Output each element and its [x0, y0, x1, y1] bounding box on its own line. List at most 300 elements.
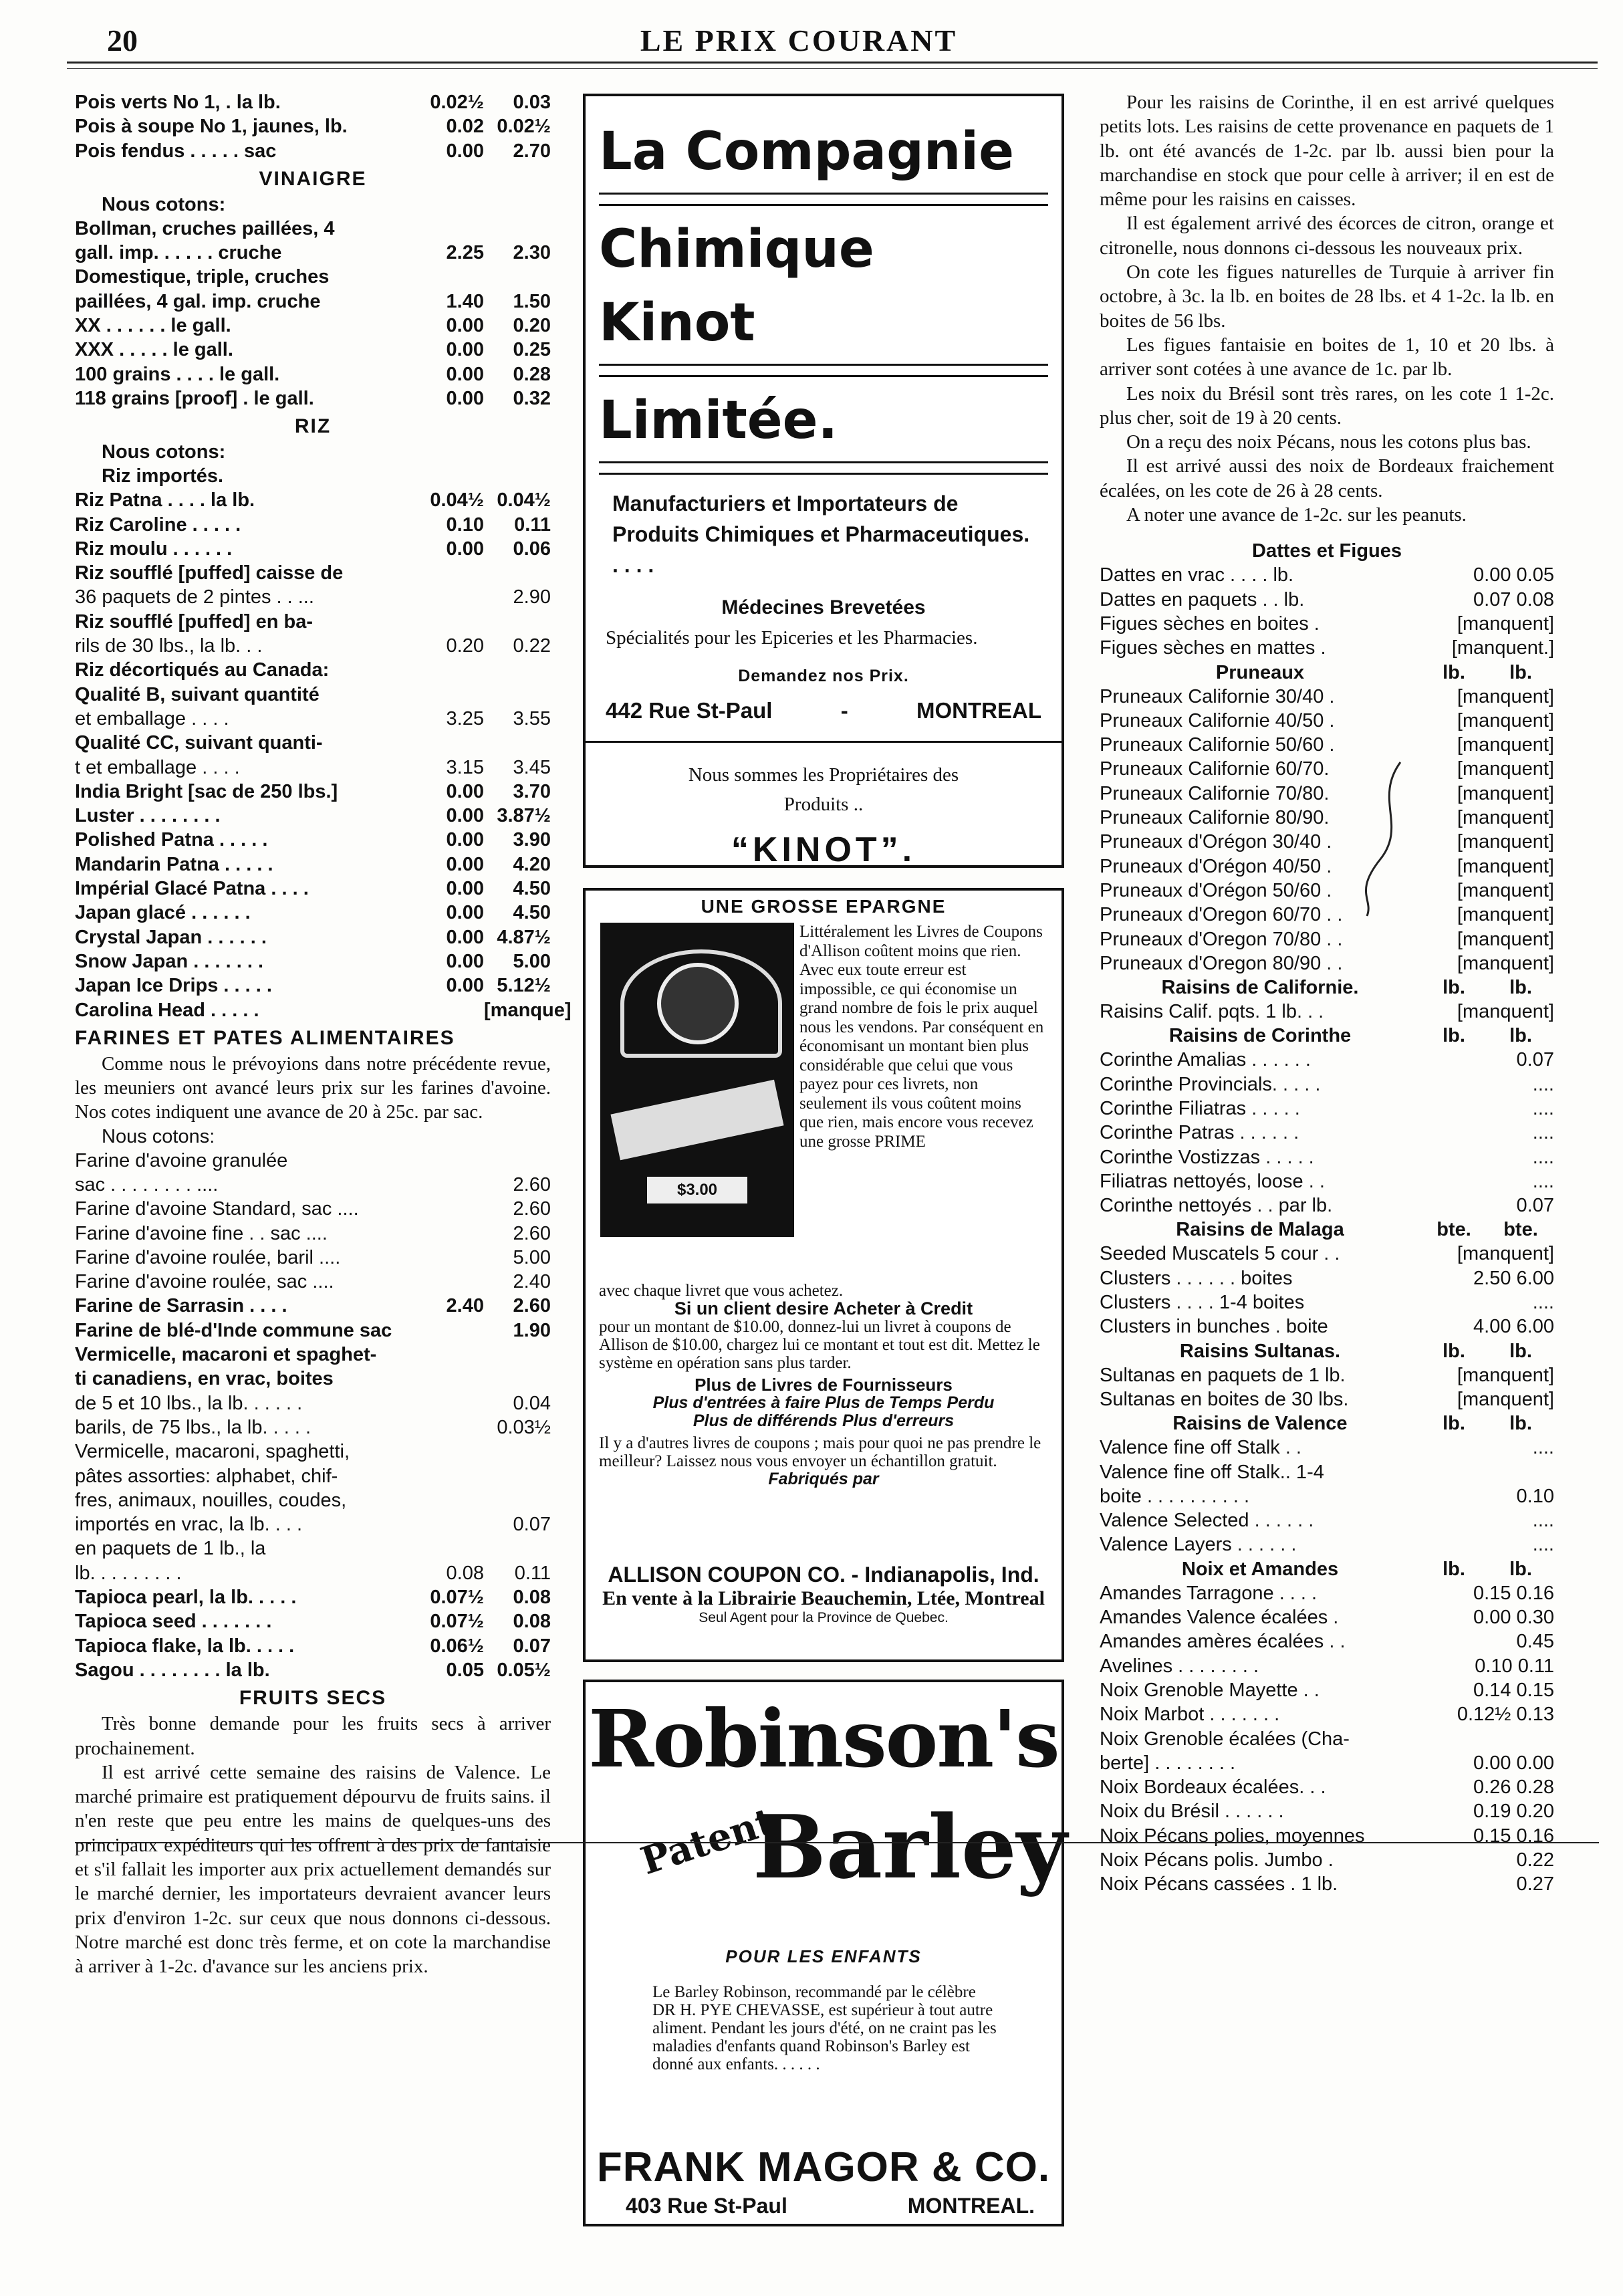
valence-list [1100, 1436, 1554, 1557]
price-row-label: ti canadiens, en vrac, boites [75, 1368, 334, 1390]
price-row-label: Snow Japan . . . . . . . [75, 950, 263, 972]
price-row-label: Dattes en paquets . . lb. [1100, 588, 1305, 610]
pruneaux-unit-1: lb. [1443, 661, 1465, 683]
price-row [75, 290, 551, 314]
price-high: 0.05½ [497, 1659, 551, 1681]
price-row-label: Tapioca flake, la lb. . . . . [75, 1635, 295, 1657]
price-row-label: et emballage . . . . [75, 707, 229, 729]
price-row [1100, 1000, 1554, 1024]
price-low: 0.04½ [430, 489, 484, 511]
price-value: 2.50 6.00 [1473, 1267, 1554, 1289]
kinot-double-rule-3 [599, 461, 1048, 475]
robinson-patent: Patent [635, 1799, 780, 1884]
price-row [1100, 612, 1554, 636]
pois-list [75, 90, 551, 163]
price-row-label: Japan glacé . . . . . . [75, 902, 251, 924]
allison-footer [586, 1563, 1062, 1626]
price-low: 0.00 [446, 339, 484, 361]
price-high: 5.00 [513, 950, 551, 972]
price-high: 2.60 [513, 1173, 551, 1195]
price-row-label: Riz soufflé [puffed] caisse de [75, 562, 344, 584]
kinot-tagline: Manufacturiers et Importateurs de Produits Chimiques et Pharmaceutiques. . . . . [612, 491, 1030, 577]
allison-credit: Si un client desire Acheter à Credit [674, 1298, 973, 1318]
price-row-label: en paquets de 1 lb., la [75, 1538, 266, 1560]
allison-body [599, 1282, 1048, 1488]
price-row-label: Pruneaux d'Oregon 70/80 . . [1100, 928, 1343, 950]
allison-agent: Seul Agent pour la Province de Quebec. [699, 1610, 949, 1625]
price-row [75, 1246, 551, 1270]
price-row [75, 1149, 551, 1173]
price-row [75, 338, 551, 362]
price-value: [manquent] [1457, 904, 1554, 926]
price-row [1100, 1387, 1554, 1411]
price-high: 0.06 [513, 538, 551, 560]
corinthe-unit-1: lb. [1443, 1025, 1465, 1047]
price-high: 3.45 [513, 756, 551, 778]
price-low: 0.00 [446, 950, 484, 972]
price-row [75, 217, 551, 241]
price-low: 0.00 [446, 975, 484, 997]
price-row [1100, 1872, 1554, 1896]
price-row-label: Sultanas en paquets de 1 lb. [1100, 1364, 1346, 1386]
price-high: 5.00 [513, 1246, 551, 1268]
price-row [75, 877, 551, 901]
robinson-address: 403 Rue St-Paul [626, 2194, 787, 2218]
riz-imported-note: Riz importés. [102, 465, 224, 487]
price-row-label: Tapioca pearl, la lb. . . . . [75, 1587, 297, 1609]
price-row [75, 1634, 551, 1658]
fruits-paragraph-2: Il est arrivé cette semaine des raisins de Valence. Le marché primaire est pratiquement dépourvu de fruits sains. il n'en reste que peu entre les mains de quelques-uns des principaux expéditeurs qui les offrent à des prix de fantaisie et s'il fallait les importer aux prix actuellement demandés sur le marché dernier, les importateurs devraient avancer leurs prix d'environ 1-2c. sur ceux que nous donnons ci-dessous. Notre marché est donc très ferme, et on cote la marchandise à arriver à 1-2c. d'avance sur les anciens prix. [75, 1761, 551, 1978]
californie-unit-1: lb. [1443, 977, 1465, 999]
price-high: 0.07 [513, 1635, 551, 1657]
farines-list [75, 1149, 551, 1683]
price-row [1100, 806, 1554, 830]
price-row [75, 1488, 551, 1512]
price-row [75, 901, 551, 925]
col3-para-5: Les noix du Brésil sont très rares, on les cote 1 1-2c. plus cher, soit de 19 à 20 cents. [1100, 382, 1554, 429]
allison-plus1: Plus de Livres de Fournisseurs [695, 1375, 953, 1395]
price-row-label: XXX . . . . . le gall. [75, 339, 233, 361]
kinot-brand: “KINOT”. [731, 830, 916, 869]
dattes-list [1100, 563, 1554, 660]
price-row-label: XX . . . . . . le gall. [75, 315, 231, 337]
pruneaux-heading-label: Pruneaux [1215, 661, 1305, 683]
price-low: 0.00 [446, 805, 484, 827]
price-row-label: Noix Pécans polis. Jumbo . [1100, 1849, 1334, 1871]
californie-unit-2: lb. [1509, 977, 1532, 999]
price-value: 0.15 0.16 [1473, 1825, 1554, 1847]
price-row-label: Figues sèches en mattes . [1100, 637, 1326, 659]
sultanas-heading-label: Raisins Sultanas. [1179, 1340, 1341, 1362]
price-row-label: Valence fine off Stalk.. 1-4 [1100, 1461, 1324, 1483]
price-row-label: Pruneaux d'Oregon 60/70 . . [1100, 904, 1343, 926]
price-value: [manquent] [1457, 1388, 1554, 1410]
price-row [75, 1658, 551, 1682]
price-row [1100, 854, 1554, 879]
price-value: [manquent] [1457, 685, 1554, 707]
price-row [1100, 1121, 1554, 1145]
allison-line1: avec chaque livret que vous achetez. [599, 1282, 844, 1300]
price-row-label: Corinthe Provincials. . . . . [1100, 1073, 1321, 1095]
allison-plus3: Plus de différends Plus d'erreurs [693, 1411, 955, 1430]
price-high: 0.32 [513, 387, 551, 409]
price-row [75, 1173, 551, 1197]
noix-heading-label: Noix et Amandes [1181, 1558, 1339, 1580]
price-value: [manquent] [1457, 709, 1554, 731]
price-row-label: India Bright [sac de 250 lbs.] [75, 780, 338, 802]
price-value: 0.26 0.28 [1473, 1776, 1554, 1799]
allison-company: ALLISON COUPON CO. - Indianapolis, Ind. [608, 1563, 1039, 1587]
price-high: 0.04 [513, 1392, 551, 1414]
price-row [75, 139, 551, 163]
strike-through-line [75, 1842, 1599, 1843]
price-row [1100, 563, 1554, 587]
price-value: 0.22 [1516, 1849, 1554, 1871]
price-row [1100, 1290, 1554, 1314]
price-row-label: Dattes en vrac . . . . lb. [1100, 564, 1294, 586]
price-low: 0.08 [446, 1562, 484, 1584]
price-row-label: Pruneaux Californie 40/50 . [1100, 709, 1335, 731]
price-row-label: Carolina Head . . . . . [75, 999, 259, 1021]
price-low: 0.02 [446, 116, 484, 138]
price-row-label: Pois verts No 1, . la lb. [75, 92, 281, 113]
price-value: 0.10 0.11 [1475, 1655, 1554, 1677]
price-row [75, 362, 551, 386]
price-row-label: Pruneaux d'Orégon 50/60 . [1100, 879, 1332, 901]
price-row [75, 1464, 551, 1488]
price-row-label: Noix Grenoble Mayette . . [1100, 1679, 1320, 1701]
publication-title: LE PRIX COURANT [640, 23, 958, 58]
valence-unit-2: lb. [1509, 1413, 1532, 1435]
price-row [75, 386, 551, 411]
price-row-label: Pruneaux Californie 70/80. [1100, 782, 1330, 804]
page-number: 20 [107, 23, 138, 58]
price-row [1100, 1824, 1554, 1848]
price-high: 1.90 [513, 1319, 551, 1341]
price-row-label: Pruneaux d'Oregon 80/90 . . [1100, 952, 1343, 974]
price-row [1100, 1508, 1554, 1532]
price-high: 0.04½ [497, 489, 551, 511]
price-row-label: Noix Grenoble écalées (Cha- [1100, 1728, 1350, 1750]
robinson-enfants: POUR LES ENFANTS [725, 1946, 922, 1966]
price-row-label: 36 paquets de 2 pintes . . ... [75, 586, 314, 608]
price-row-label: Crystal Japan . . . . . . [75, 926, 267, 948]
price-row [75, 561, 551, 585]
price-value: .... [1532, 1437, 1554, 1459]
price-value: [manquent] [1457, 734, 1554, 756]
price-row [1100, 1460, 1554, 1484]
noix-heading [1100, 1557, 1554, 1581]
robinson-address-line [626, 2194, 1035, 2218]
malaga-heading-label: Raisins de Malaga [1176, 1219, 1344, 1241]
price-row-label: Riz Patna . . . . la lb. [75, 489, 255, 511]
price-row-label: Polished Patna . . . . . [75, 829, 268, 851]
price-row-label: t et emballage . . . . [75, 756, 240, 778]
price-high: 2.60 [513, 1198, 551, 1220]
fruits-heading: FRUITS SECS [239, 1687, 387, 1710]
price-row-label: Impérial Glacé Patna . . . . [75, 878, 309, 900]
price-row-label: importés en vrac, la lb. . . . [75, 1514, 303, 1536]
malaga-heading [1100, 1218, 1554, 1242]
price-row [75, 610, 551, 634]
price-row-label: Pois fendus . . . . . sac [75, 140, 277, 162]
allison-credit-text: pour un montant de $10.00, donnez-lui un livret à coupons de Allison de $10.00, chargez lui ce montant et tout est dit. Mettez le système en opération sans plus tarder. [599, 1318, 1040, 1372]
price-low: 2.25 [446, 242, 484, 264]
price-row [1100, 588, 1554, 612]
book-band [610, 1080, 783, 1160]
price-row-label: Luster . . . . . . . . [75, 805, 221, 827]
page-header [67, 15, 1531, 62]
price-low: 0.02½ [430, 92, 484, 113]
sultanas-unit-1: lb. [1443, 1340, 1465, 1362]
pruneaux-heading [1100, 661, 1554, 685]
price-row [75, 314, 551, 338]
column-left [75, 90, 572, 1978]
price-row [75, 1294, 551, 1318]
price-row [1100, 927, 1554, 951]
price-value: 0.10 [1516, 1485, 1554, 1507]
price-value: [manquent] [1457, 952, 1554, 974]
price-high: 3.87½ [497, 805, 551, 827]
vinaigre-list [75, 217, 551, 411]
price-high: 2.30 [513, 242, 551, 264]
price-row [1100, 709, 1554, 733]
price-row-label: Sagou . . . . . . . . la lb. [75, 1659, 270, 1681]
price-high: 2.60 [513, 1222, 551, 1244]
coupon-book-illustration [600, 923, 794, 1237]
allison-others: Il y a d'autres livres de coupons ; mais pour quoi ne pas prendre le meilleur? Laissez nous vous envoyer un échantillon gratuit. [599, 1434, 1041, 1470]
price-row-label: Farine d'avoine roulée, baril .... [75, 1246, 341, 1268]
pruneaux-list [1100, 685, 1554, 976]
price-row-label: Pruneaux Californie 60/70. [1100, 758, 1330, 780]
riz-note: Nous cotons: [102, 441, 226, 463]
price-low: 0.05 [446, 1659, 484, 1681]
price-row [1100, 685, 1554, 709]
price-row-label: Pruneaux Californie 80/90. [1100, 807, 1330, 829]
price-row-label: Noix Bordeaux écalées. . . [1100, 1776, 1326, 1799]
allison-top: UNE GROSSE EPARGNE [701, 896, 947, 917]
col3-para-1: Pour les raisins de Corinthe, il en est arrivé quelques petits lots. Les raisins de cette provenance en paquets de 1 lb. ont été avancés de 1-2c. par lb. aussi bien pour la marchandise en stock que pour celle à arriver; il en est de même pour les raisins en caisses. [1100, 92, 1554, 211]
price-row [1100, 1048, 1554, 1072]
price-low: 0.00 [446, 829, 484, 851]
price-low: 2.40 [446, 1295, 484, 1317]
price-row-label: boite . . . . . . . . . . [1100, 1485, 1250, 1507]
price-high: 2.40 [513, 1271, 551, 1293]
dattes-heading [1100, 539, 1554, 563]
price-row [75, 683, 551, 707]
price-row [1100, 757, 1554, 781]
price-row-label: Pois à soupe No 1, jaunes, lb. [75, 116, 348, 138]
price-row-label: berte] . . . . . . . . [1100, 1752, 1236, 1774]
kinot-divider [586, 741, 1062, 743]
price-high: 3.55 [513, 707, 551, 729]
price-row [1100, 1605, 1554, 1629]
price-value: 4.00 6.00 [1473, 1316, 1554, 1338]
price-value: 0.07 0.08 [1473, 588, 1554, 610]
price-row-label: Avelines . . . . . . . . [1100, 1655, 1259, 1677]
price-value: 0.15 0.16 [1473, 1582, 1554, 1604]
price-row-label: Amandes Valence écalées . [1100, 1607, 1339, 1629]
price-row-label: sac . . . . . . . . .... [75, 1173, 219, 1195]
pruneaux-unit-2: lb. [1509, 661, 1532, 683]
price-value: 0.00 0.00 [1473, 1752, 1554, 1774]
price-high: 0.20 [513, 315, 551, 337]
price-row [1100, 1363, 1554, 1387]
price-high: 0.03 [513, 92, 551, 113]
price-low: 0.07½ [430, 1587, 484, 1609]
price-row-label: gall. imp. . . . . . cruche [75, 242, 282, 264]
kinot-dash: - [840, 698, 848, 723]
price-high: 0.11 [514, 1562, 551, 1584]
col3-para-2: Il est également arrivé des écorces de citron, orange et citronelle, nous donnons ci-dessous les nouveaux prix. [1100, 213, 1554, 259]
riz-heading: RIZ [294, 415, 332, 438]
price-high: 3.70 [513, 780, 551, 802]
price-value: [manquent] [1457, 782, 1554, 804]
price-row [75, 265, 551, 289]
price-row-label: Figues sèches en boites . [1100, 612, 1320, 635]
robinson-city: MONTREAL. [907, 2194, 1035, 2218]
price-value: 0.14 0.15 [1473, 1679, 1554, 1701]
price-row-label: Farine d'avoine roulée, sac .... [75, 1271, 334, 1293]
price-row [75, 756, 551, 780]
robinson-barley: Barley [753, 1796, 1068, 1898]
price-value: .... [1532, 1510, 1554, 1532]
allison-made-by: Fabriqués par [768, 1470, 879, 1488]
price-row-label: 118 grains [proof] . le gall. [75, 387, 314, 409]
allison-sale: En vente à la Librairie Beauchemin, Ltée, Montreal [602, 1587, 1045, 1609]
price-value: 0.07 [1516, 1195, 1554, 1217]
price-row [75, 1512, 551, 1536]
californie-heading [1100, 975, 1554, 1000]
corinthe-list [1100, 1048, 1554, 1218]
price-row [1100, 1145, 1554, 1169]
price-row [1100, 1678, 1554, 1702]
price-low: 0.00 [446, 387, 484, 409]
sultanas-heading [1100, 1339, 1554, 1363]
price-row-label: Corinthe Filiatras . . . . . [1100, 1097, 1300, 1119]
price-high: 0.25 [513, 339, 551, 361]
price-row-label: Riz moulu . . . . . . [75, 538, 233, 560]
price-value: [manquent] [1457, 855, 1554, 877]
robinson-advertisement [583, 1680, 1068, 2226]
price-row-label: Corinthe Vostizzas . . . . . [1100, 1146, 1314, 1168]
valence-heading [1100, 1411, 1554, 1436]
price-row-label: Farine d'avoine granulée [75, 1149, 288, 1171]
price-value: .... [1532, 1292, 1554, 1314]
price-high: 4.50 [513, 902, 551, 924]
price-low: 0.00 [446, 538, 484, 560]
price-low: 0.10 [446, 513, 484, 536]
price-row-label: fres, animaux, nouilles, coudes, [75, 1489, 347, 1511]
col3-para-8: A noter une avance de 1-2c. sur les peanuts. [1126, 504, 1467, 526]
price-row [1100, 782, 1554, 806]
column-right [1100, 90, 1554, 1897]
price-row [75, 1197, 551, 1221]
price-row-label: rils de 30 lbs., la lb. . . [75, 635, 263, 657]
price-row-label: Riz décortiqués au Canada: [75, 659, 330, 681]
price-row [75, 707, 551, 731]
price-value: [manquent] [1457, 1364, 1554, 1386]
price-row-label: Vermicelle, macaroni, spaghetti, [75, 1441, 350, 1463]
price-row [75, 828, 551, 852]
valence-unit-1: lb. [1443, 1413, 1465, 1435]
price-row-label: Valence Selected . . . . . . [1100, 1510, 1314, 1532]
kinot-medecines: Médecines Brevetées [721, 596, 926, 618]
header-rule [67, 62, 1598, 64]
sultanas-list [1100, 1363, 1554, 1412]
price-row-label: Tapioca seed . . . . . . . [75, 1611, 272, 1633]
price-value: 0.00 0.30 [1473, 1607, 1554, 1629]
price-row [1100, 951, 1554, 975]
price-row-label: Pruneaux Californie 30/40 . [1100, 685, 1335, 707]
price-value: [manquent.] [1451, 637, 1554, 659]
price-row [1100, 733, 1554, 757]
price-row [75, 852, 551, 877]
allison-advertisement [583, 888, 1064, 1662]
price-row-label: lb. . . . . . . . . [75, 1562, 182, 1584]
price-high: 2.70 [513, 140, 551, 162]
price-row-label: Noix du Brésil . . . . . . [1100, 1801, 1284, 1823]
price-row [75, 1318, 551, 1343]
price-row-label: Farine de blé-d'Inde commune sac [75, 1319, 392, 1341]
price-high: 0.08 [513, 1587, 551, 1609]
price-row-label: Pruneaux Californie 50/60 . [1100, 734, 1335, 756]
price-row [1100, 1484, 1554, 1508]
price-row-label: Riz soufflé [puffed] en ba- [75, 610, 314, 633]
price-row [1100, 1727, 1554, 1751]
price-high: 4.87½ [497, 926, 551, 948]
price-row [75, 537, 551, 561]
price-row-label: Pruneaux d'Orégon 40/50 . [1100, 855, 1332, 877]
robinson-text: Le Barley Robinson, recommandé par le célèbre DR H. PYE CHEVASSE, est supérieur à tout autre aliment. Pendant les jours d'été, on ne craint pas les maladies d'enfants quand Robinson's Barley est donné aux enfants. . . . . . [652, 1983, 997, 2073]
price-row [75, 1585, 551, 1609]
price-row-label: Noix Pécans polies, moyennes [1100, 1825, 1365, 1847]
price-row [75, 114, 551, 138]
price-value: [manquent] [1457, 879, 1554, 901]
price-row [75, 658, 551, 682]
price-row-label: Amandes Tarragone . . . . [1100, 1582, 1318, 1604]
price-row [1100, 1436, 1554, 1460]
price-high: 0.07 [513, 1514, 551, 1536]
vinaigre-note: Nous cotons: [102, 193, 226, 215]
riz-list [75, 488, 572, 1022]
kinot-double-rule-2 [599, 364, 1048, 377]
price-value: .... [1532, 1073, 1554, 1095]
price-value: 0.27 [1516, 1873, 1554, 1896]
price-row [1100, 879, 1554, 903]
price-value: [manquent] [1457, 1001, 1554, 1023]
dattes-heading-label: Dattes et Figues [1252, 540, 1402, 562]
price-row-label: Riz Caroline . . . . . [75, 513, 241, 536]
price-row [1100, 1775, 1554, 1799]
price-row-label: Qualité CC, suivant quanti- [75, 732, 323, 754]
price-row [75, 513, 551, 537]
price-value: 0.07 [1516, 1049, 1554, 1071]
price-row-label: Filiatras nettoyés, loose . . [1100, 1170, 1325, 1192]
header-rule-thin [67, 68, 1598, 69]
malaga-list [1100, 1242, 1554, 1339]
price-high: 4.20 [513, 853, 551, 875]
price-high: 5.12½ [497, 975, 551, 997]
price-row-label: 100 grains . . . . le gall. [75, 363, 280, 385]
price-row-label: Bollman, cruches paillées, 4 [75, 217, 335, 239]
price-row-label: barils, de 75 lbs., la lb. . . . . [75, 1416, 311, 1438]
price-row [75, 1415, 551, 1440]
kinot-name-line-2: Chimique Kinot [599, 219, 874, 353]
corinthe-heading [1100, 1024, 1554, 1048]
price-value: .... [1532, 1146, 1554, 1168]
price-row [75, 998, 572, 1022]
